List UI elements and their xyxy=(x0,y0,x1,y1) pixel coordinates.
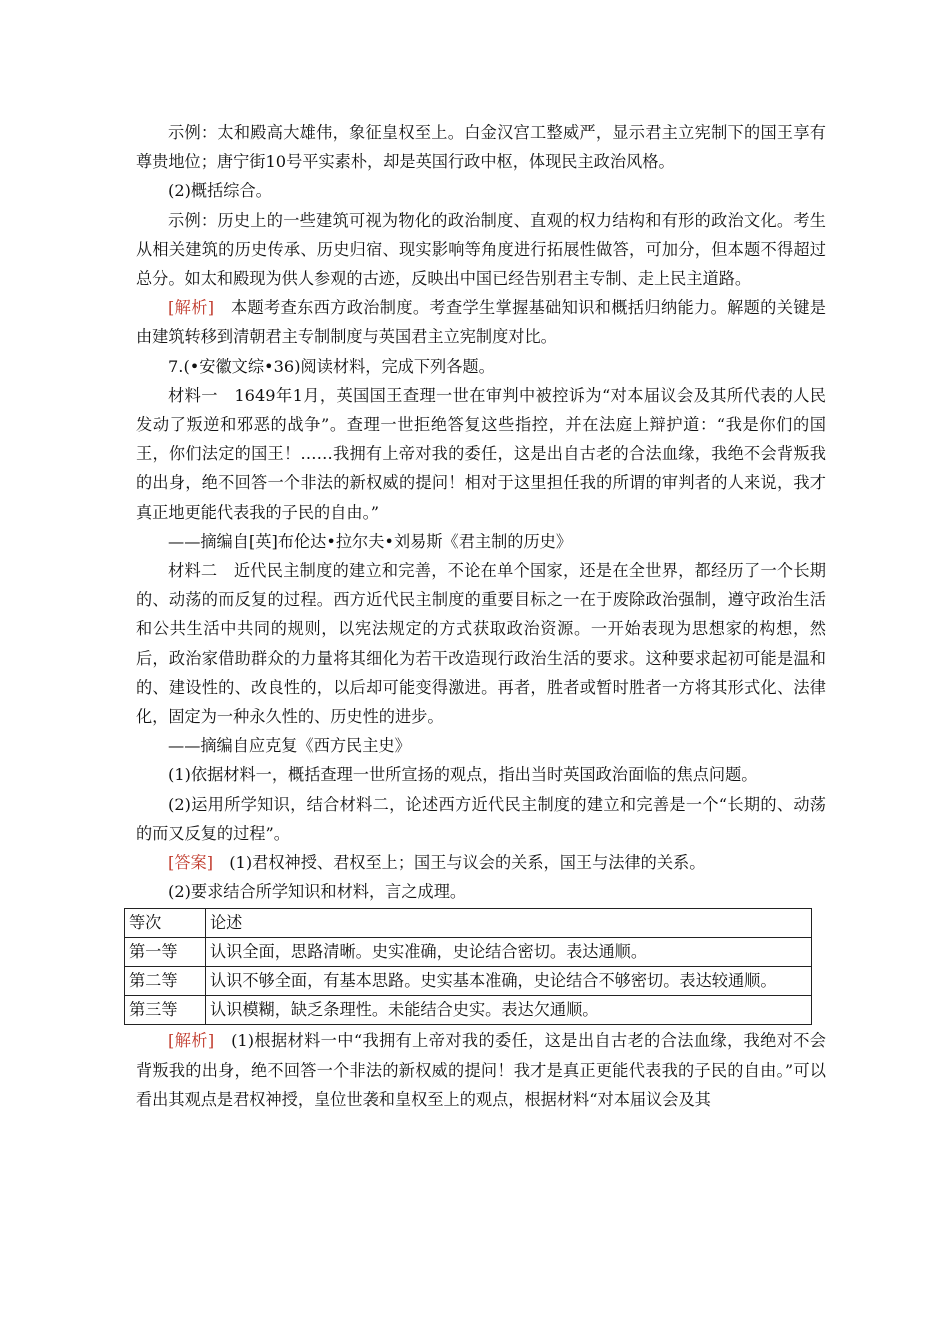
answer-text: (1)君权神授、君权至上；国王与议会的关系，国王与法律的关系。 xyxy=(213,853,706,873)
analysis-tag: [解析] xyxy=(168,1031,215,1051)
sub-question-1: (1)依据材料一，概括查理一世所宣扬的观点，指出当时英国政治面临的焦点问题。 xyxy=(168,765,758,785)
table-header-cell: 论述 xyxy=(206,909,812,938)
table-cell-level: 第二等 xyxy=(125,967,206,996)
grading-table xyxy=(124,908,812,1025)
document-page xyxy=(129,118,826,1114)
example-paragraph-2: 示例：历史上的一些建筑可视为物化的政治制度、直观的权力结构和有形的政治文化。考生从相关建筑的历史传承、历史归宿、现实影响等角度进行拓展性做答，可加分，但本题不得超过总分。如太和殿现为供人参观的古迹，反映出中国已经告别君主专制、走上民主道路。 xyxy=(136,210,826,289)
table-cell-level: 第一等 xyxy=(125,938,206,967)
table-header-row xyxy=(125,909,812,938)
analysis-paragraph-1 xyxy=(136,293,826,351)
table-row xyxy=(125,938,812,967)
table-row xyxy=(125,967,812,996)
analysis-text: (1)根据材料一中“我拥有上帝对我的委任，这是出自古老的合法血缘，我绝对不会背叛我的出身，绝不回答一个非法的新权威的提问！我才是真正更能代表我的子民的自由。”可以看出其观点是君权神授，皇位世袭和皇权至上的观点，根据材料“对本届议会及其 xyxy=(136,1031,826,1109)
sub-question-heading: (2)概括综合。 xyxy=(168,181,272,201)
table-header-cell: 等次 xyxy=(125,909,206,938)
material-2: 材料二 近代民主制度的建立和完善，不论在单个国家，还是在全世界，都经历了一个长期的、动荡的而反复的过程。西方近代民主制度的重要目标之一在于废除政治强制，遵守政治生活和公共生活中共同的规则，以宪法规定的方式获取政治资源。一开始表现为思想家的构想，然后，政治家借助群众的力量将其细化为若干改造现行政治生活的要求。这种要求起初可能是温和的、建设性的、改良性的，以后却可能变得激进。再者，胜者或暂时胜者一方将其形式化、法律化，固定为一种永久性的、历史性的进步。 xyxy=(136,561,826,727)
analysis-text: 本题考查东西方政治制度。考查学生掌握基础知识和概括归纳能力。解题的关键是由建筑转移到清朝君主专制制度与英国君主立宪制度对比。 xyxy=(136,298,826,347)
table-cell-description: 认识不够全面，有基本思路。史实基本准确，史论结合不够密切。表达较通顺。 xyxy=(206,967,812,996)
analysis-paragraph-2 xyxy=(136,1026,826,1114)
table-cell-level: 第三等 xyxy=(125,996,206,1025)
answer-tag: [答案] xyxy=(168,853,214,873)
material-1: 材料一 1649年1月，英国国王查理一世在审判中被控诉为“对本届议会及其所代表的人民发动了叛逆和邪恶的战争”。查理一世拒绝答复这些指控，并在法庭上辩护道：“我是你们的国王，你们法定的国王！……我拥有上帝对我的委任，这是出自古老的合法血缘，我绝不会背叛我的出身，绝不回答一个非法的新权威的提问！相对于这里担任我的所谓的审判者的人来说，我才真正地更能代表我的子民的自由。” xyxy=(136,385,826,522)
table-row xyxy=(125,996,812,1025)
material-1-source: ——摘编自[英]布伦达•拉尔夫•刘易斯《君主制的历史》 xyxy=(168,531,573,551)
table-cell-description: 认识全面，思路清晰。史实准确，史论结合密切。表达通顺。 xyxy=(206,938,812,967)
answer-paragraph xyxy=(136,848,826,877)
answer-paragraph-2: (2)要求结合所学知识和材料，言之成理。 xyxy=(168,882,467,902)
question-7-title: 7.(•安徽文综•36)阅读材料，完成下列各题。 xyxy=(168,356,495,376)
analysis-tag: [解析] xyxy=(168,298,215,318)
sub-question-2: (2)运用所学知识，结合材料二，论述西方近代民主制度的建立和完善是一个“长期的、动荡的而又反复的过程”。 xyxy=(136,794,826,843)
table-cell-description: 认识模糊，缺乏条理性。未能结合史实。表达欠通顺。 xyxy=(206,996,812,1025)
material-2-source: ——摘编自应克复《西方民主史》 xyxy=(168,736,411,756)
example-paragraph-1: 示例：太和殿高大雄伟，象征皇权至上。白金汉宫工整威严，显示君主立宪制下的国王享有尊贵地位；唐宁街10号平实素朴，却是英国行政中枢，体现民主政治风格。 xyxy=(136,123,826,172)
